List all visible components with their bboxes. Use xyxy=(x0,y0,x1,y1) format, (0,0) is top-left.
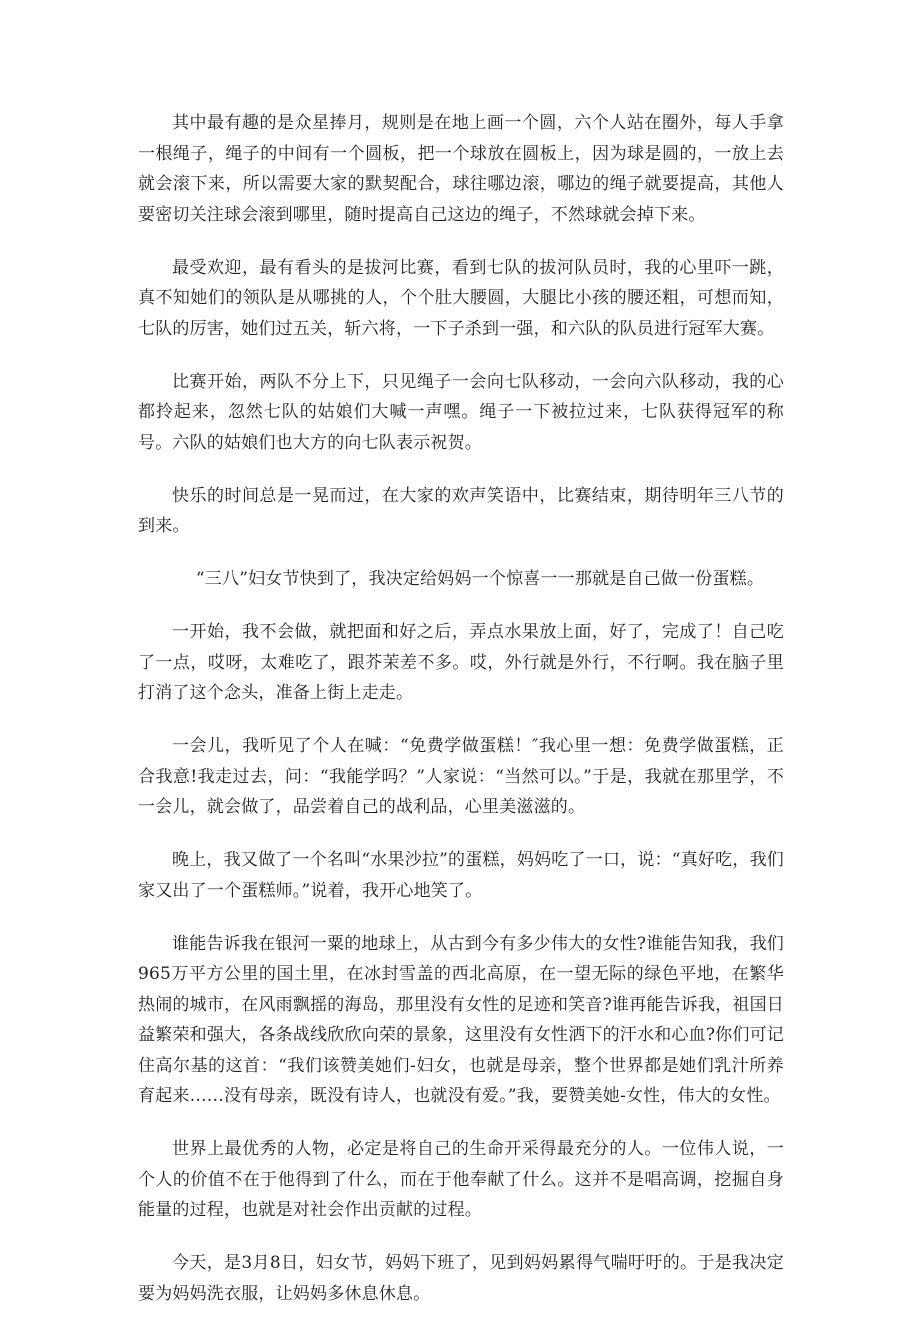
paragraph-2: 最受欢迎，最有看头的是拔河比赛，看到七队的拔河队员时，我的心里吓一跳，真不知她们的领队是从哪挑的人，个个肚大腰圆，大腿比小孩的腰还粗，可想而知，七队的厉害，她们过五关，斩六将，一下子杀到一强，和六队的队员进行冠军大赛。 xyxy=(138,257,784,339)
paragraph-1: 其中最有趣的是众星捧月，规则是在地上画一个圆，六个人站在圈外，每人手拿一根绳子，绳子的中间有一个圆板，把一个球放在圆板上，因为球是圆的，一放上去就会滚下来，所以需要大家的默契配合，球往哪边滚，哪边的绳子就要提高，其他人要密切关注球会滚到哪里，随时提高自己这边的绳子，不然球就会掉下来。 xyxy=(138,113,784,225)
paragraph-5: “三八”妇女节快到了，我决定给妈妈一个惊喜一一那就是自己做一份蛋糕。 xyxy=(195,569,765,589)
paragraph-4: 快乐的时间总是一晃而过，在大家的欢声笑语中，比赛结束，期待明年三八节的到来。 xyxy=(138,485,784,536)
paragraph-11: 今天，是3月8日，妇女节，妈妈下班了，见到妈妈累得气喘吁吁的。于是我决定要为妈妈洗衣服，让妈妈多休息休息。 xyxy=(138,1253,784,1304)
paragraph-6: 一开始，我不会做，就把面和好之后，弄点水果放上面，好了，完成了！自己吃了一点，哎呀，太难吃了，跟芥茉差不多。哎，外行就是外行，不行啊。我在脑子里打消了这个念头，准备上街上走走。 xyxy=(138,622,784,703)
paragraph-10: 世界上最优秀的人物，必定是将自己的生命开采得最充分的人。一位伟人说，一个人的价值不在于他得到了什么，而在于他奉献了什么。这并不是唱高调，挖掘自身能量的过程，也就是对社会作出贡献的过程。 xyxy=(138,1139,784,1220)
paragraph-3: 比赛开始，两队不分上下，只见绳子一会向七队移动，一会向六队移动，我的心都拎起来，忽然七队的姑娘们大喊一声嘿。绳子一下被拉过来，七队获得冠军的称号。六队的姑娘们也大方的向七队表示祝贺。 xyxy=(138,371,784,453)
paragraph-7: 一会儿，我听见了个人在喊：“免费学做蛋糕！″我心里一想：免费学做蛋糕，正合我意!我走过去，问：“我能学吗？”人家说：“当然可以。”于是，我就在那里学，不一会儿，就会做了，品尝着自己的战利品，心里美滋滋的。 xyxy=(138,736,784,817)
paragraph-8: 晚上，我又做了一个名叫“水果沙拉”的蛋糕，妈妈吃了一口，说：“真好吃，我们家又出了一个蛋糕师。”说着，我开心地笑了。 xyxy=(138,850,784,901)
document-body xyxy=(138,108,784,1332)
paragraph-9: 谁能告诉我在银河一粟的地球上，从古到今有多少伟大的女性?谁能告知我，我们965万平方公里的国土里，在冰封雪盖的西北高原，在一望无际的绿色平地，在繁华热闹的城市，在风雨飘摇的海岛，那里没有女性的足迹和笑音?谁再能告诉我，祖国日益繁荣和强大，各条战线欣欣向荣的景象，这里没有女性洒下的汗水和心血?你们可记住高尔基的这首：“我们该赞美她们-妇女，也就是母亲，整个世界都是她们乳汁所养育起来……没有母亲，既没有诗人，也就没有爱。”我，要赞美她-女性，伟大的女性。 xyxy=(138,933,784,1106)
